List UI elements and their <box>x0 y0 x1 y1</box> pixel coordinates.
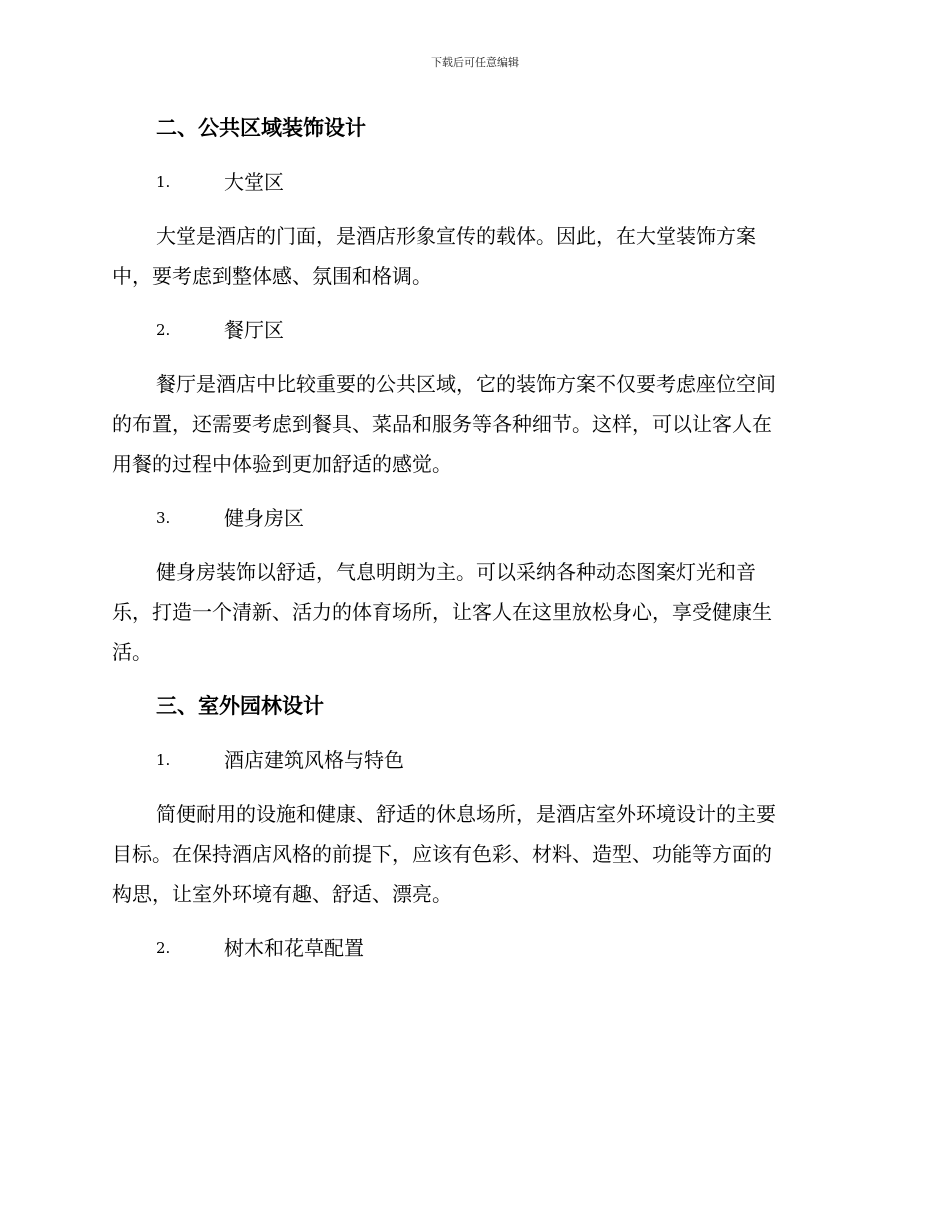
list-item-lobby <box>156 162 838 202</box>
section-heading-outdoor: 三、室外园林设计 <box>156 693 324 718</box>
list-number: 1. <box>156 751 171 769</box>
paragraph-line: 大堂是酒店的门面，是酒店形象宣传的载体。因此，在大堂装饰方案 <box>156 224 756 248</box>
list-number: 2. <box>156 939 171 957</box>
paragraph-line: 乐，打造一个清新、活力的体育场所，让客人在这里放松身心，享受健康生 <box>112 600 772 624</box>
paragraph-line: 餐厅是酒店中比较重要的公共区域，它的装饰方案不仅要考虑座位空间 <box>156 372 776 396</box>
paragraph-line: 健身房装饰以舒适，气息明朗为主。可以采纳各种动态图案灯光和音 <box>156 560 756 584</box>
section-heading-public: 二、公共区域装饰设计 <box>156 115 366 140</box>
list-item-restaurant <box>156 310 838 350</box>
paragraph-line: 简便耐用的设施和健康、舒适的休息场所，是酒店室外环境设计的主要 <box>156 802 776 826</box>
paragraph-architecture <box>112 794 838 914</box>
list-number: 1. <box>156 173 171 191</box>
list-number: 3. <box>156 509 171 527</box>
list-item-architecture <box>156 740 838 780</box>
document-body <box>112 108 838 968</box>
paragraph-line: 的布置，还需要考虑到餐具、菜品和服务等各种细节。这样，可以让客人在 <box>112 412 772 436</box>
list-item-trees <box>156 928 838 968</box>
list-label: 树木和花草配置 <box>224 936 364 960</box>
paragraph-gym <box>112 552 838 672</box>
list-label: 餐厅区 <box>224 318 284 342</box>
page-header: 下载后可任意编辑 <box>431 56 519 69</box>
paragraph-line: 用餐的过程中体验到更加舒适的感觉。 <box>112 452 452 476</box>
paragraph-line: 中，要考虑到整体感、氛围和格调。 <box>112 264 432 288</box>
list-label: 健身房区 <box>224 506 304 530</box>
list-number: 2. <box>156 321 171 339</box>
paragraph-line: 构思，让室外环境有趣、舒适、漂亮。 <box>112 882 452 906</box>
paragraph-line: 目标。在保持酒店风格的前提下，应该有色彩、材料、造型、功能等方面的 <box>112 842 772 866</box>
paragraph-restaurant <box>112 364 838 484</box>
paragraph-line: 活。 <box>112 640 152 664</box>
list-label: 大堂区 <box>224 170 284 194</box>
list-label: 酒店建筑风格与特色 <box>224 748 404 772</box>
paragraph-lobby <box>112 216 838 296</box>
list-item-gym <box>156 498 838 538</box>
